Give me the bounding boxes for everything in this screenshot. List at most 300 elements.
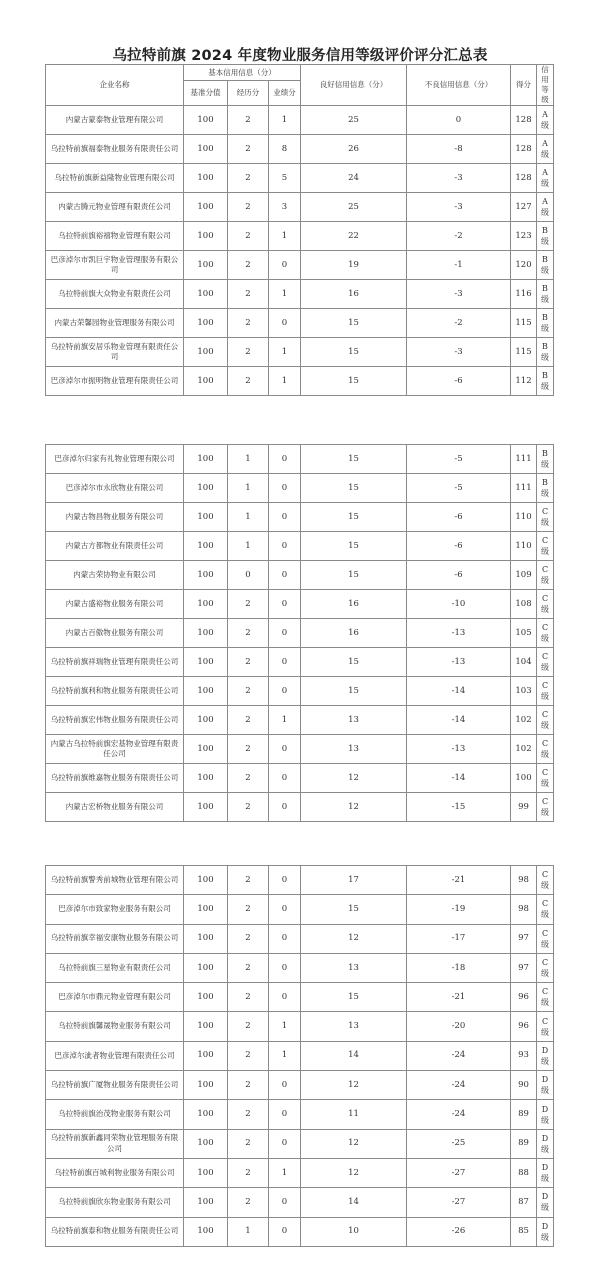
cell-experience-score: 2	[228, 1100, 269, 1129]
cell-company-name: 巴彦淖尔市凯巨宇物业管理服务有限公司	[46, 251, 184, 280]
cell-total-score: 99	[511, 793, 537, 822]
header-experience: 经历分	[228, 81, 269, 106]
cell-good-credit: 13	[301, 1012, 407, 1041]
cell-base-score: 100	[184, 953, 228, 982]
cell-good-credit: 16	[301, 619, 407, 648]
cell-bad-credit: -19	[407, 895, 511, 924]
cell-bad-credit: -6	[407, 532, 511, 561]
table-row	[46, 106, 554, 135]
cell-company-name: 乌拉特前旗维嘉物业服务有限责任公司	[46, 764, 184, 793]
cell-credit-grade: C 级	[537, 953, 554, 982]
header-bad: 不良信用信息（分）	[407, 65, 511, 106]
cell-company-name: 内蒙古方都物业有限责任公司	[46, 532, 184, 561]
cell-credit-grade: C 级	[537, 648, 554, 677]
cell-total-score: 96	[511, 1012, 537, 1041]
cell-experience-score: 1	[228, 503, 269, 532]
cell-performance-score: 8	[269, 135, 301, 164]
cell-credit-grade: C 级	[537, 619, 554, 648]
cell-bad-credit: -26	[407, 1217, 511, 1246]
cell-credit-grade: A 级	[537, 135, 554, 164]
cell-total-score: 111	[511, 474, 537, 503]
table-row	[46, 1041, 554, 1070]
cell-performance-score: 0	[269, 793, 301, 822]
cell-performance-score: 0	[269, 590, 301, 619]
cell-experience-score: 2	[228, 1041, 269, 1070]
cell-credit-grade: B 级	[537, 367, 554, 396]
cell-company-name: 内蒙古蒙泰物业管理有限公司	[46, 106, 184, 135]
cell-experience-score: 2	[228, 764, 269, 793]
cell-total-score: 103	[511, 677, 537, 706]
cell-bad-credit: 0	[407, 106, 511, 135]
cell-experience-score: 2	[228, 619, 269, 648]
cell-company-name: 内蒙古荣馨园物业管理服务有限公司	[46, 309, 184, 338]
cell-bad-credit: -14	[407, 706, 511, 735]
cell-company-name: 乌拉特前旗泰和物业服务有限责任公司	[46, 1217, 184, 1246]
cell-total-score: 112	[511, 367, 537, 396]
cell-company-name: 乌拉特前旗祥瑞物业管理有限责任公司	[46, 648, 184, 677]
cell-total-score: 100	[511, 764, 537, 793]
table-row	[46, 764, 554, 793]
table-row	[46, 1100, 554, 1129]
cell-credit-grade: B 级	[537, 251, 554, 280]
cell-good-credit: 25	[301, 106, 407, 135]
score-table-section-3	[45, 865, 554, 1247]
cell-experience-score: 2	[228, 924, 269, 953]
cell-experience-score: 2	[228, 983, 269, 1012]
table-row	[46, 983, 554, 1012]
cell-bad-credit: -21	[407, 866, 511, 895]
header-base: 基准分值	[184, 81, 228, 106]
cell-credit-grade: B 级	[537, 309, 554, 338]
cell-performance-score: 1	[269, 338, 301, 367]
cell-experience-score: 2	[228, 1158, 269, 1187]
cell-credit-grade: C 级	[537, 706, 554, 735]
cell-performance-score: 0	[269, 895, 301, 924]
cell-company-name: 巴彦淖尔泚者物业管理有限责任公司	[46, 1041, 184, 1070]
cell-performance-score: 0	[269, 1188, 301, 1217]
cell-base-score: 100	[184, 1158, 228, 1187]
cell-total-score: 93	[511, 1041, 537, 1070]
cell-performance-score: 0	[269, 953, 301, 982]
table-row	[46, 793, 554, 822]
cell-company-name: 内蒙古盛裕物业服务有限公司	[46, 590, 184, 619]
table-row	[46, 164, 554, 193]
table-row	[46, 222, 554, 251]
cell-credit-grade: C 级	[537, 1012, 554, 1041]
cell-good-credit: 22	[301, 222, 407, 251]
cell-good-credit: 13	[301, 706, 407, 735]
cell-total-score: 97	[511, 924, 537, 953]
table-row	[46, 445, 554, 474]
cell-performance-score: 0	[269, 503, 301, 532]
cell-base-score: 100	[184, 309, 228, 338]
cell-company-name: 乌拉特前旗治茂物业服务有限公司	[46, 1100, 184, 1129]
table-row	[46, 338, 554, 367]
cell-base-score: 100	[184, 532, 228, 561]
cell-company-name: 乌拉特前旗安居乐物业管理有限责任公司	[46, 338, 184, 367]
cell-experience-score: 2	[228, 193, 269, 222]
cell-good-credit: 12	[301, 1129, 407, 1158]
cell-base-score: 100	[184, 677, 228, 706]
cell-experience-score: 2	[228, 895, 269, 924]
cell-performance-score: 1	[269, 1012, 301, 1041]
table-row	[46, 735, 554, 764]
cell-bad-credit: -3	[407, 280, 511, 309]
header-company: 企业名称	[46, 65, 184, 106]
cell-bad-credit: -8	[407, 135, 511, 164]
cell-total-score: 102	[511, 735, 537, 764]
table-row	[46, 1129, 554, 1158]
cell-credit-grade: D 级	[537, 1100, 554, 1129]
cell-base-score: 100	[184, 164, 228, 193]
cell-performance-score: 0	[269, 1100, 301, 1129]
cell-base-score: 100	[184, 793, 228, 822]
cell-company-name: 巴彦淖尔市致家物业服务有限公司	[46, 895, 184, 924]
cell-base-score: 100	[184, 474, 228, 503]
cell-bad-credit: -24	[407, 1100, 511, 1129]
cell-experience-score: 2	[228, 793, 269, 822]
cell-credit-grade: D 级	[537, 1071, 554, 1100]
cell-base-score: 100	[184, 1100, 228, 1129]
cell-good-credit: 19	[301, 251, 407, 280]
cell-base-score: 100	[184, 866, 228, 895]
cell-total-score: 98	[511, 895, 537, 924]
cell-good-credit: 15	[301, 445, 407, 474]
table-row	[46, 135, 554, 164]
cell-performance-score: 1	[269, 222, 301, 251]
cell-good-credit: 25	[301, 193, 407, 222]
cell-performance-score: 0	[269, 532, 301, 561]
cell-good-credit: 14	[301, 1041, 407, 1070]
cell-good-credit: 16	[301, 280, 407, 309]
cell-credit-grade: C 级	[537, 677, 554, 706]
cell-credit-grade: C 级	[537, 983, 554, 1012]
cell-performance-score: 0	[269, 251, 301, 280]
cell-company-name: 内蒙古百傲物业服务有限公司	[46, 619, 184, 648]
cell-experience-score: 2	[228, 106, 269, 135]
cell-performance-score: 0	[269, 561, 301, 590]
cell-total-score: 89	[511, 1129, 537, 1158]
table-row	[46, 1071, 554, 1100]
cell-good-credit: 13	[301, 953, 407, 982]
cell-base-score: 100	[184, 503, 228, 532]
cell-company-name: 巴彦淖尔市鼎元物业管理有限公司	[46, 983, 184, 1012]
cell-credit-grade: C 级	[537, 793, 554, 822]
cell-total-score: 128	[511, 135, 537, 164]
cell-performance-score: 1	[269, 1041, 301, 1070]
cell-credit-grade: C 级	[537, 561, 554, 590]
cell-credit-grade: D 级	[537, 1158, 554, 1187]
cell-total-score: 105	[511, 619, 537, 648]
cell-total-score: 109	[511, 561, 537, 590]
cell-base-score: 100	[184, 1071, 228, 1100]
cell-company-name: 乌拉特前旗新益隆物业管理有限公司	[46, 164, 184, 193]
cell-performance-score: 1	[269, 1158, 301, 1187]
cell-performance-score: 0	[269, 309, 301, 338]
cell-company-name: 乌拉特前旗三星物业有限责任公司	[46, 953, 184, 982]
cell-good-credit: 15	[301, 309, 407, 338]
cell-good-credit: 15	[301, 561, 407, 590]
cell-base-score: 100	[184, 1188, 228, 1217]
cell-experience-score: 2	[228, 1188, 269, 1217]
cell-total-score: 87	[511, 1188, 537, 1217]
cell-performance-score: 0	[269, 735, 301, 764]
cell-good-credit: 14	[301, 1188, 407, 1217]
cell-credit-grade: D 级	[537, 1129, 554, 1158]
cell-credit-grade: A 级	[537, 193, 554, 222]
cell-experience-score: 0	[228, 561, 269, 590]
cell-company-name: 乌拉特前旗大众物业有限责任公司	[46, 280, 184, 309]
table-row	[46, 924, 554, 953]
header-basic-group: 基本信用信息（分）	[184, 65, 301, 81]
cell-base-score: 100	[184, 648, 228, 677]
table-row	[46, 953, 554, 982]
cell-total-score: 108	[511, 590, 537, 619]
cell-credit-grade: A 级	[537, 106, 554, 135]
cell-bad-credit: -14	[407, 677, 511, 706]
cell-experience-score: 1	[228, 532, 269, 561]
cell-credit-grade: C 级	[537, 503, 554, 532]
cell-company-name: 乌拉特前旗馨晟物业服务有限公司	[46, 1012, 184, 1041]
cell-bad-credit: -24	[407, 1071, 511, 1100]
cell-total-score: 96	[511, 983, 537, 1012]
header-score: 得分	[511, 65, 537, 106]
cell-base-score: 100	[184, 895, 228, 924]
cell-total-score: 110	[511, 503, 537, 532]
cell-good-credit: 12	[301, 1071, 407, 1100]
cell-total-score: 115	[511, 309, 537, 338]
cell-base-score: 100	[184, 193, 228, 222]
cell-experience-score: 2	[228, 1071, 269, 1100]
cell-good-credit: 11	[301, 1100, 407, 1129]
cell-base-score: 100	[184, 590, 228, 619]
cell-performance-score: 0	[269, 1217, 301, 1246]
cell-performance-score: 0	[269, 648, 301, 677]
cell-experience-score: 2	[228, 866, 269, 895]
cell-good-credit: 26	[301, 135, 407, 164]
cell-company-name: 内蒙古物昌物业服务有限公司	[46, 503, 184, 532]
cell-base-score: 100	[184, 764, 228, 793]
cell-bad-credit: -3	[407, 193, 511, 222]
table-row	[46, 251, 554, 280]
cell-base-score: 100	[184, 619, 228, 648]
cell-credit-grade: D 级	[537, 1041, 554, 1070]
cell-total-score: 90	[511, 1071, 537, 1100]
cell-base-score: 100	[184, 338, 228, 367]
cell-base-score: 100	[184, 135, 228, 164]
cell-good-credit: 15	[301, 338, 407, 367]
table-row	[46, 590, 554, 619]
cell-performance-score: 5	[269, 164, 301, 193]
cell-bad-credit: -21	[407, 983, 511, 1012]
table-row	[46, 1158, 554, 1187]
cell-bad-credit: -25	[407, 1129, 511, 1158]
cell-company-name: 乌拉特前旗欣东物业服务有限公司	[46, 1188, 184, 1217]
cell-performance-score: 0	[269, 677, 301, 706]
table-row	[46, 866, 554, 895]
cell-credit-grade: D 级	[537, 1188, 554, 1217]
cell-bad-credit: -2	[407, 309, 511, 338]
cell-bad-credit: -5	[407, 474, 511, 503]
header-grade: 信用等级	[537, 65, 554, 106]
cell-performance-score: 0	[269, 764, 301, 793]
cell-base-score: 100	[184, 445, 228, 474]
cell-base-score: 100	[184, 222, 228, 251]
cell-good-credit: 10	[301, 1217, 407, 1246]
table-row	[46, 474, 554, 503]
cell-bad-credit: -18	[407, 953, 511, 982]
cell-base-score: 100	[184, 280, 228, 309]
cell-total-score: 98	[511, 866, 537, 895]
cell-base-score: 100	[184, 1012, 228, 1041]
cell-experience-score: 2	[228, 135, 269, 164]
cell-bad-credit: -1	[407, 251, 511, 280]
cell-bad-credit: -15	[407, 793, 511, 822]
cell-good-credit: 15	[301, 648, 407, 677]
cell-bad-credit: -6	[407, 503, 511, 532]
cell-total-score: 89	[511, 1100, 537, 1129]
cell-experience-score: 2	[228, 222, 269, 251]
cell-credit-grade: C 级	[537, 895, 554, 924]
cell-performance-score: 0	[269, 474, 301, 503]
cell-experience-score: 2	[228, 706, 269, 735]
cell-company-name: 巴彦淖尔市振明物业管理有限责任公司	[46, 367, 184, 396]
cell-good-credit: 24	[301, 164, 407, 193]
cell-bad-credit: -5	[407, 445, 511, 474]
cell-company-name: 乌拉特前旗福泰物业服务有限责任公司	[46, 135, 184, 164]
cell-company-name: 乌拉特前旗百城利物业服务有限公司	[46, 1158, 184, 1187]
cell-bad-credit: -6	[407, 561, 511, 590]
cell-performance-score: 1	[269, 367, 301, 396]
cell-company-name: 内蒙古荣协物业有限公司	[46, 561, 184, 590]
cell-total-score: 123	[511, 222, 537, 251]
cell-good-credit: 15	[301, 532, 407, 561]
table-row	[46, 503, 554, 532]
cell-company-name: 乌拉特前旗幸福安康物业服务有限公司	[46, 924, 184, 953]
cell-company-name: 巴彦淖尔市永欣物业有限公司	[46, 474, 184, 503]
cell-bad-credit: -13	[407, 619, 511, 648]
cell-good-credit: 15	[301, 895, 407, 924]
cell-performance-score: 3	[269, 193, 301, 222]
cell-company-name: 乌拉特前旗警秀前城物业管理有限公司	[46, 866, 184, 895]
cell-bad-credit: -3	[407, 338, 511, 367]
cell-experience-score: 2	[228, 1129, 269, 1158]
cell-base-score: 100	[184, 561, 228, 590]
cell-good-credit: 15	[301, 983, 407, 1012]
cell-base-score: 100	[184, 251, 228, 280]
cell-performance-score: 0	[269, 445, 301, 474]
cell-performance-score: 1	[269, 280, 301, 309]
table-row	[46, 193, 554, 222]
cell-experience-score: 1	[228, 474, 269, 503]
cell-bad-credit: -13	[407, 648, 511, 677]
cell-base-score: 100	[184, 1217, 228, 1246]
table-row	[46, 648, 554, 677]
cell-performance-score: 0	[269, 619, 301, 648]
cell-base-score: 100	[184, 1129, 228, 1158]
cell-experience-score: 2	[228, 648, 269, 677]
cell-company-name: 乌拉特前旗新鑫同荣物业管理服务有限公司	[46, 1129, 184, 1158]
cell-base-score: 100	[184, 735, 228, 764]
cell-bad-credit: -2	[407, 222, 511, 251]
cell-bad-credit: -14	[407, 764, 511, 793]
cell-base-score: 100	[184, 1041, 228, 1070]
cell-experience-score: 1	[228, 445, 269, 474]
cell-credit-grade: A 级	[537, 164, 554, 193]
table-row	[46, 309, 554, 338]
cell-experience-score: 1	[228, 1217, 269, 1246]
cell-total-score: 102	[511, 706, 537, 735]
cell-company-name: 乌拉特前旗裕禧物业管理有限公司	[46, 222, 184, 251]
cell-base-score: 100	[184, 924, 228, 953]
cell-experience-score: 2	[228, 590, 269, 619]
cell-experience-score: 2	[228, 280, 269, 309]
score-table-section-2	[45, 444, 554, 822]
cell-credit-grade: C 级	[537, 924, 554, 953]
cell-performance-score: 0	[269, 1129, 301, 1158]
cell-good-credit: 12	[301, 764, 407, 793]
cell-total-score: 120	[511, 251, 537, 280]
cell-credit-grade: C 级	[537, 532, 554, 561]
cell-good-credit: 13	[301, 735, 407, 764]
cell-bad-credit: -10	[407, 590, 511, 619]
cell-company-name: 乌拉特前旗宏伟物业服务有限责任公司	[46, 706, 184, 735]
table-row	[46, 706, 554, 735]
cell-experience-score: 2	[228, 338, 269, 367]
cell-experience-score: 2	[228, 735, 269, 764]
cell-good-credit: 16	[301, 590, 407, 619]
cell-performance-score: 1	[269, 106, 301, 135]
cell-base-score: 100	[184, 106, 228, 135]
cell-base-score: 100	[184, 706, 228, 735]
table-row	[46, 619, 554, 648]
cell-good-credit: 12	[301, 793, 407, 822]
score-table-section-1	[45, 64, 554, 396]
cell-good-credit: 12	[301, 924, 407, 953]
cell-good-credit: 15	[301, 367, 407, 396]
cell-company-name: 内蒙古宏桥物业服务有限公司	[46, 793, 184, 822]
cell-base-score: 100	[184, 983, 228, 1012]
cell-bad-credit: -27	[407, 1158, 511, 1187]
cell-bad-credit: -13	[407, 735, 511, 764]
cell-bad-credit: -6	[407, 367, 511, 396]
cell-credit-grade: C 级	[537, 735, 554, 764]
cell-performance-score: 0	[269, 983, 301, 1012]
cell-total-score: 88	[511, 1158, 537, 1187]
cell-credit-grade: B 级	[537, 474, 554, 503]
cell-credit-grade: C 级	[537, 764, 554, 793]
cell-performance-score: 0	[269, 924, 301, 953]
cell-experience-score: 2	[228, 1012, 269, 1041]
cell-good-credit: 15	[301, 677, 407, 706]
cell-bad-credit: -17	[407, 924, 511, 953]
cell-good-credit: 15	[301, 474, 407, 503]
cell-credit-grade: C 级	[537, 866, 554, 895]
table-row	[46, 895, 554, 924]
cell-total-score: 128	[511, 106, 537, 135]
cell-company-name: 巴彦淖尔归家有礼物业管理有限公司	[46, 445, 184, 474]
cell-total-score: 110	[511, 532, 537, 561]
table-row	[46, 1217, 554, 1246]
cell-company-name: 内蒙古乌拉特前旗宏基物业管理有限责任公司	[46, 735, 184, 764]
table-row	[46, 561, 554, 590]
cell-good-credit: 17	[301, 866, 407, 895]
cell-performance-score: 0	[269, 866, 301, 895]
cell-experience-score: 2	[228, 251, 269, 280]
cell-total-score: 104	[511, 648, 537, 677]
cell-experience-score: 2	[228, 953, 269, 982]
cell-total-score: 111	[511, 445, 537, 474]
